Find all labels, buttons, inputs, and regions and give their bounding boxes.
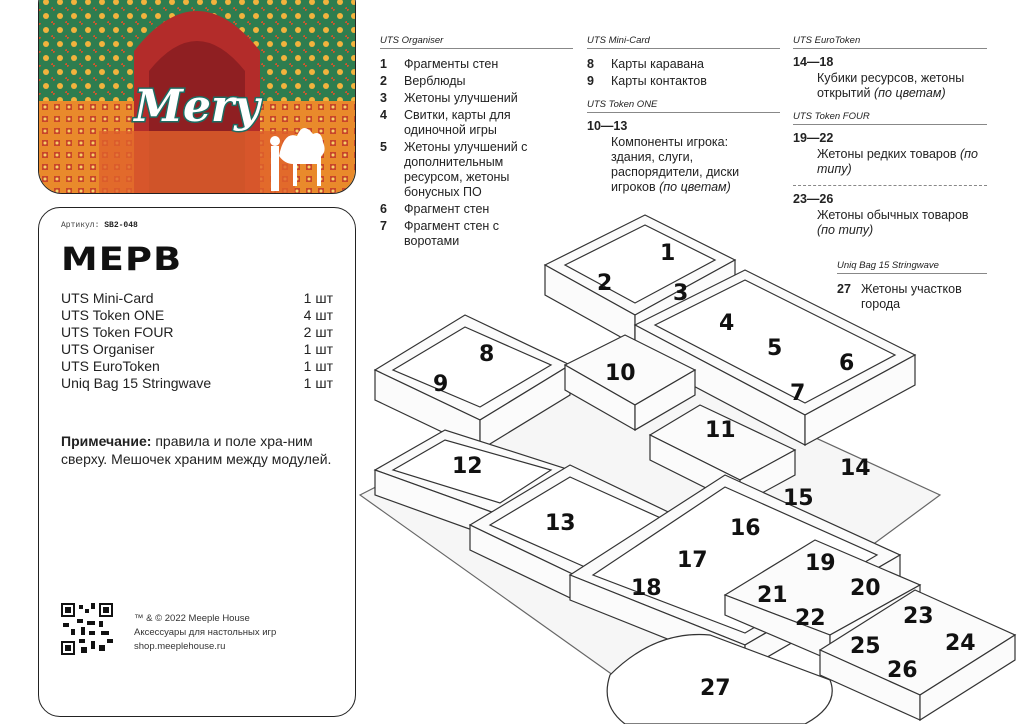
eurotoken-heading: UTS EuroToken <box>793 35 987 49</box>
content-name: UTS Organiser <box>61 341 155 357</box>
desc-italic: (по типу) <box>817 223 874 237</box>
diagram-label-11: 11 <box>705 418 736 443</box>
diagram-label-24: 24 <box>945 631 976 656</box>
diagram-label-2: 2 <box>597 271 613 296</box>
tokenfour-range-2: 23—26 <box>793 192 834 206</box>
content-qty: 2 шт <box>303 324 333 340</box>
legend-label: Жетоны участков города <box>861 282 962 311</box>
note <box>61 432 333 468</box>
legend-item <box>380 140 573 200</box>
legend-num: 7 <box>380 219 387 233</box>
content-name: UTS EuroToken <box>61 358 160 374</box>
note-label: Примечание: <box>61 433 152 449</box>
diagram-label-17: 17 <box>677 548 708 573</box>
eurotoken-desc <box>793 71 987 101</box>
diagram-label-14: 14 <box>840 456 871 481</box>
contents-row <box>61 290 333 307</box>
legend-label: Карты контактов <box>611 74 707 88</box>
content-qty: 1 шт <box>303 341 333 357</box>
contents-row <box>61 307 333 324</box>
tokenone-heading: UTS Token ONE <box>587 99 780 113</box>
legend-item <box>380 108 573 138</box>
contents-row <box>61 324 333 341</box>
diagram-label-15: 15 <box>783 486 814 511</box>
assembly-diagram <box>355 205 1024 724</box>
legend-label: Свитки, карты для одиночной игры <box>404 108 511 137</box>
legend-item <box>380 57 573 72</box>
legend-item <box>587 57 780 72</box>
diagram-label-19: 19 <box>805 551 836 576</box>
legend-label: Жетоны улучшений с дополнительным ресурсом, жетоны бонусных ПО <box>404 140 528 199</box>
content-qty: 1 шт <box>303 290 333 306</box>
diagram-label-7: 7 <box>790 381 806 406</box>
diagram-label-5: 5 <box>767 336 783 361</box>
cover-logo: Mery <box>134 81 260 132</box>
legend-label: Карты каравана <box>611 57 704 71</box>
legend-num: 3 <box>380 91 387 105</box>
cover-illustration <box>39 0 355 193</box>
contents-row <box>61 341 333 358</box>
legend-num: 6 <box>380 202 387 216</box>
diagram-label-1: 1 <box>660 241 676 266</box>
contents-list <box>61 290 333 392</box>
contents-row <box>61 375 333 392</box>
content-qty: 4 шт <box>303 307 333 323</box>
content-qty: 1 шт <box>303 375 333 391</box>
diagram-label-22: 22 <box>795 606 826 631</box>
note-text: правила и поле хра-ним сверху. Мешочек храним между модулей. <box>61 433 332 467</box>
contents-row <box>61 358 333 375</box>
bag-heading: Uniq Bag 15 Stringwave <box>837 260 987 274</box>
legend-num: 9 <box>587 74 594 88</box>
diagram-label-3: 3 <box>673 281 689 306</box>
desc-text: Жетоны обычных товаров <box>817 208 969 222</box>
content-name: UTS Token FOUR <box>61 324 174 340</box>
credit-line: shop.meeplehouse.ru <box>134 641 226 652</box>
tokenfour-desc-1 <box>793 147 987 177</box>
legend-label: Фрагменты стен <box>404 57 499 71</box>
diagram-label-27: 27 <box>700 676 731 701</box>
diagram-label-8: 8 <box>479 342 495 367</box>
tokenfour-heading: UTS Token FOUR <box>793 111 987 125</box>
sku-value: SB2-048 <box>104 221 138 230</box>
diagram-label-26: 26 <box>887 658 918 683</box>
qr-code <box>61 603 113 655</box>
legend-num: 1 <box>380 57 387 71</box>
legend-num: 2 <box>380 74 387 88</box>
desc-text: Компоненты игрока: здания, слуги, распорядители, диски игроков <box>611 135 740 194</box>
legend-label: Фрагмент стен с воротами <box>404 219 500 248</box>
legend-num: 4 <box>380 108 387 122</box>
legend-num: 27 <box>837 282 851 296</box>
diagram-label-20: 20 <box>850 576 881 601</box>
diagram-label-23: 23 <box>903 604 934 629</box>
diagram-label-25: 25 <box>850 634 881 659</box>
cover-card <box>38 0 356 194</box>
diagram-label-18: 18 <box>631 576 662 601</box>
diagram-label-4: 4 <box>719 311 735 336</box>
desc-text: Кубики ресурсов, жетоны открытий <box>817 71 965 100</box>
diagram-label-16: 16 <box>730 516 761 541</box>
content-name: Uniq Bag 15 Stringwave <box>61 375 212 391</box>
tokenone-desc <box>587 135 761 195</box>
info-card <box>38 207 356 717</box>
content-name: UTS Token ONE <box>61 307 165 323</box>
desc-italic: (по типу) <box>817 147 978 176</box>
content-name: UTS Mini-Card <box>61 290 154 306</box>
diagram-label-13: 13 <box>545 511 576 536</box>
legend-num: 5 <box>380 140 387 154</box>
minicard-heading: UTS Mini-Card <box>587 35 780 49</box>
sku-line <box>61 221 138 230</box>
credits <box>134 612 276 654</box>
desc-italic: (по цветам) <box>659 180 731 194</box>
desc-text: Жетоны редких товаров <box>817 147 957 161</box>
game-title: МЕРВ <box>61 240 183 278</box>
tokenone-range: 10—13 <box>587 119 628 133</box>
legend-label: Фрагмент стен <box>404 202 490 216</box>
diagram-label-6: 6 <box>839 351 855 376</box>
organiser-heading: UTS Organiser <box>380 35 573 49</box>
legend-num: 8 <box>587 57 594 71</box>
legend-item <box>587 74 780 89</box>
diagram-label-21: 21 <box>757 583 788 608</box>
credit-line: ™ & © 2022 Meeple House <box>134 613 250 624</box>
diagram-label-12: 12 <box>452 454 483 479</box>
diagram-label-9: 9 <box>433 372 449 397</box>
dashed-divider <box>793 185 987 186</box>
credit-line: Аксессуары для настольных игр <box>134 627 277 638</box>
content-qty: 1 шт <box>303 358 333 374</box>
sku-label: Артикул: <box>61 221 100 230</box>
legend-label: Жетоны улучшений <box>404 91 518 105</box>
legend-item <box>380 91 573 106</box>
desc-italic: (по цветам) <box>873 86 946 100</box>
tokenfour-range-1: 19—22 <box>793 131 834 145</box>
minicard-legend <box>587 35 780 195</box>
legend-label: Верблюды <box>404 74 466 88</box>
eurotoken-range: 14—18 <box>793 55 834 69</box>
diagram-label-10: 10 <box>605 361 636 386</box>
legend-item <box>380 74 573 89</box>
